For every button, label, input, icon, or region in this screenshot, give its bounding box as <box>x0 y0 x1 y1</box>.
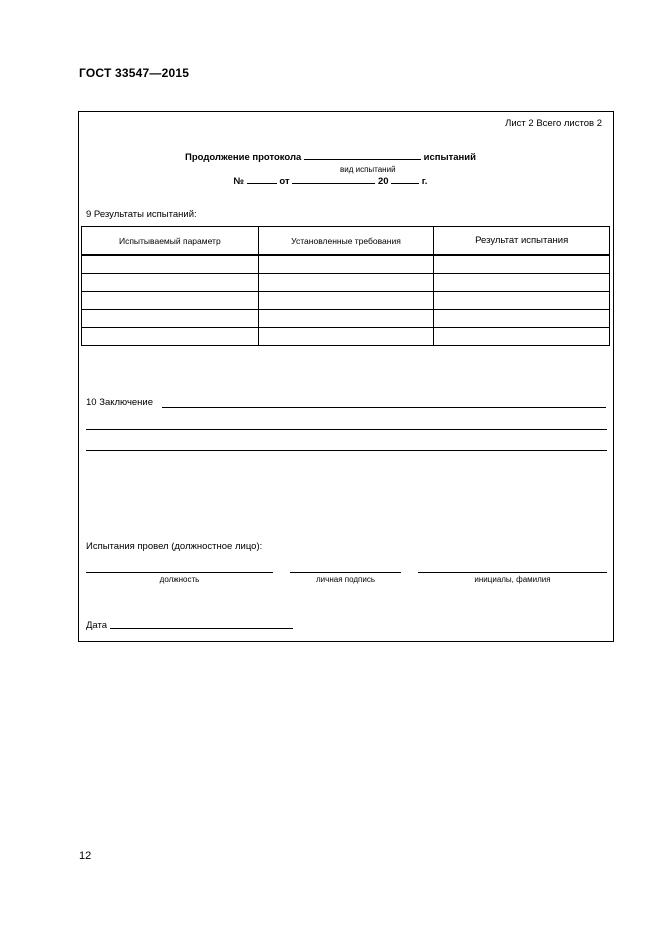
test-type-caption: вид испытаний <box>340 165 396 174</box>
sheet-info: Лист 2 Всего листов 2 <box>505 118 602 129</box>
table-row <box>82 328 610 346</box>
table-cell[interactable] <box>82 310 259 328</box>
protocol-number-line <box>0 174 661 187</box>
column-header: Испытываемый параметр <box>82 227 259 256</box>
protocol-form-frame <box>78 111 614 642</box>
signature-field[interactable] <box>290 572 401 573</box>
table-cell[interactable] <box>434 274 610 292</box>
table-cell[interactable] <box>82 328 259 346</box>
table-cell[interactable] <box>434 255 610 274</box>
conclusion-line[interactable] <box>86 450 607 451</box>
signature-caption: личная подпись <box>316 575 375 584</box>
page-number: 12 <box>79 850 92 862</box>
document-code: ГОСТ 33547—2015 <box>79 66 190 80</box>
table-cell[interactable] <box>258 255 434 274</box>
title-prefix: Продолжение протокола <box>185 152 302 163</box>
from-label: от <box>279 176 290 187</box>
test-type-field[interactable] <box>304 150 421 160</box>
date-field[interactable] <box>110 628 293 629</box>
table-cell[interactable] <box>82 274 259 292</box>
year-field[interactable] <box>391 174 419 184</box>
results-table <box>81 226 610 346</box>
date-day-month-field[interactable] <box>292 174 375 184</box>
section-9-label: 9 Результаты испытаний: <box>86 209 197 220</box>
table-cell[interactable] <box>82 255 259 274</box>
protocol-title <box>0 150 661 163</box>
table-cell[interactable] <box>258 292 434 310</box>
year-suffix: г. <box>421 176 428 187</box>
year-prefix: 20 <box>377 176 389 187</box>
column-header: Результат испытания <box>434 227 610 256</box>
protocol-number-field[interactable] <box>247 174 277 184</box>
table-cell[interactable] <box>434 328 610 346</box>
table-cell[interactable] <box>82 292 259 310</box>
number-sign: № <box>233 176 245 187</box>
table-row <box>82 274 610 292</box>
table-row <box>82 310 610 328</box>
section-10-label: 10 Заключение <box>86 397 154 408</box>
table-cell[interactable] <box>258 310 434 328</box>
position-field[interactable] <box>86 572 273 573</box>
conducted-by-label: Испытания провел (должностное лицо): <box>86 541 263 552</box>
table-cell[interactable] <box>258 274 434 292</box>
full-name-field[interactable] <box>418 572 607 573</box>
table-row <box>82 255 610 274</box>
table-header-row <box>82 227 610 256</box>
conclusion-line[interactable] <box>162 407 606 408</box>
conclusion-line[interactable] <box>86 429 607 430</box>
title-suffix: испытаний <box>423 152 476 163</box>
table-cell[interactable] <box>434 310 610 328</box>
table-cell[interactable] <box>434 292 610 310</box>
column-header: Установленные требования <box>258 227 434 256</box>
table-cell[interactable] <box>258 328 434 346</box>
table-row <box>82 292 610 310</box>
full-name-caption: инициалы, фамилия <box>474 575 551 584</box>
position-caption: должность <box>159 575 200 584</box>
date-label: Дата <box>86 620 108 631</box>
